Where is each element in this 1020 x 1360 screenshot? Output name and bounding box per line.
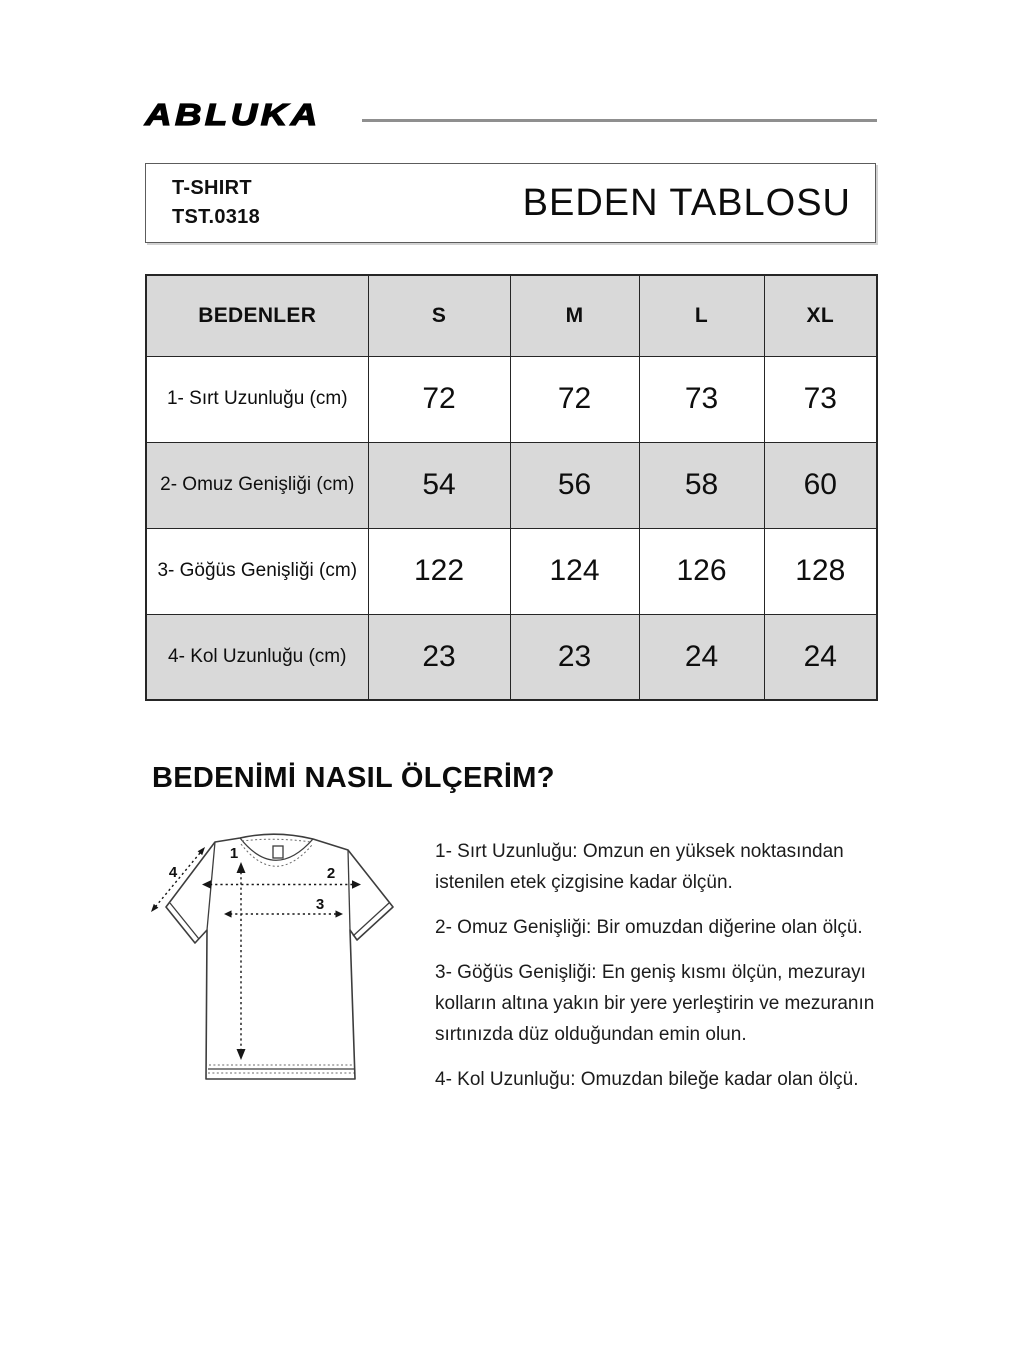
table-row-shoulder-width: [146, 442, 877, 528]
size-table-header-row: [146, 275, 877, 356]
product-info: [172, 174, 260, 232]
brand-logo: ABLUKA: [145, 97, 321, 132]
row-label: 1- Sırt Uzunluğu (cm): [146, 356, 368, 442]
instruction-arm-length: 4- Kol Uzunluğu: Omuzdan bileğe kadar olan ölçü.: [435, 1069, 859, 1090]
tshirt-outline: [166, 834, 393, 1079]
size-value: 128: [764, 528, 877, 614]
measure-label-3: 3: [315, 896, 325, 913]
instruction-chest-width: 3- Göğüs Genişliği: En geniş kısmı ölçün, mezurayı kolların altına yakın bir yere yerleştirin ve mezuranın sırtınızda düz olduğundan emin olun.: [435, 962, 875, 1045]
col-header-sizes: BEDENLER: [146, 275, 368, 356]
col-header-m: M: [510, 275, 639, 356]
header-rule: [362, 119, 877, 122]
measure-instructions: [435, 836, 895, 1109]
table-row-chest-width: [146, 528, 877, 614]
measure-label-4: 4: [168, 864, 178, 881]
title-card: [145, 163, 876, 243]
how-to-measure-heading: BEDENİMİ NASIL ÖLÇERİM?: [152, 762, 555, 794]
size-value: 73: [639, 356, 764, 442]
size-value: 73: [764, 356, 877, 442]
size-value: 124: [510, 528, 639, 614]
col-header-s: S: [368, 275, 510, 356]
size-value: 24: [764, 614, 877, 700]
row-label: 3- Göğüs Genişliği (cm): [146, 528, 368, 614]
size-value: 60: [764, 442, 877, 528]
row-label: 4- Kol Uzunluğu (cm): [146, 614, 368, 700]
size-value: 23: [368, 614, 510, 700]
size-value: 23: [510, 614, 639, 700]
measure-label-2: 2: [326, 865, 336, 882]
table-row-arm-length: [146, 614, 877, 700]
size-value: 54: [368, 442, 510, 528]
instruction-back-length: 1- Sırt Uzunluğu: Omzun en yüksek noktasından istenilen etek çizgisine kadar ölçün.: [435, 841, 844, 893]
arrow-down-left-icon: [151, 904, 158, 912]
size-value: 24: [639, 614, 764, 700]
col-header-xl: XL: [764, 275, 877, 356]
size-value: 126: [639, 528, 764, 614]
size-value: 56: [510, 442, 639, 528]
tshirt-measure-diagram-icon: [145, 820, 425, 1090]
size-value: 72: [510, 356, 639, 442]
table-row-back-length: [146, 356, 877, 442]
page-title: BEDEN TABLOSU: [522, 181, 851, 224]
size-value: 58: [639, 442, 764, 528]
product-code: TST.0318: [172, 206, 261, 228]
col-header-l: L: [639, 275, 764, 356]
size-value: 122: [368, 528, 510, 614]
size-value: 72: [368, 356, 510, 442]
product-name: T-SHIRT: [172, 177, 252, 199]
measure-label-1: 1: [229, 845, 239, 862]
row-label: 2- Omuz Genişliği (cm): [146, 442, 368, 528]
size-table: [145, 274, 878, 701]
instruction-shoulder-width: 2- Omuz Genişliği: Bir omuzdan diğerine olan ölçü.: [435, 917, 863, 938]
